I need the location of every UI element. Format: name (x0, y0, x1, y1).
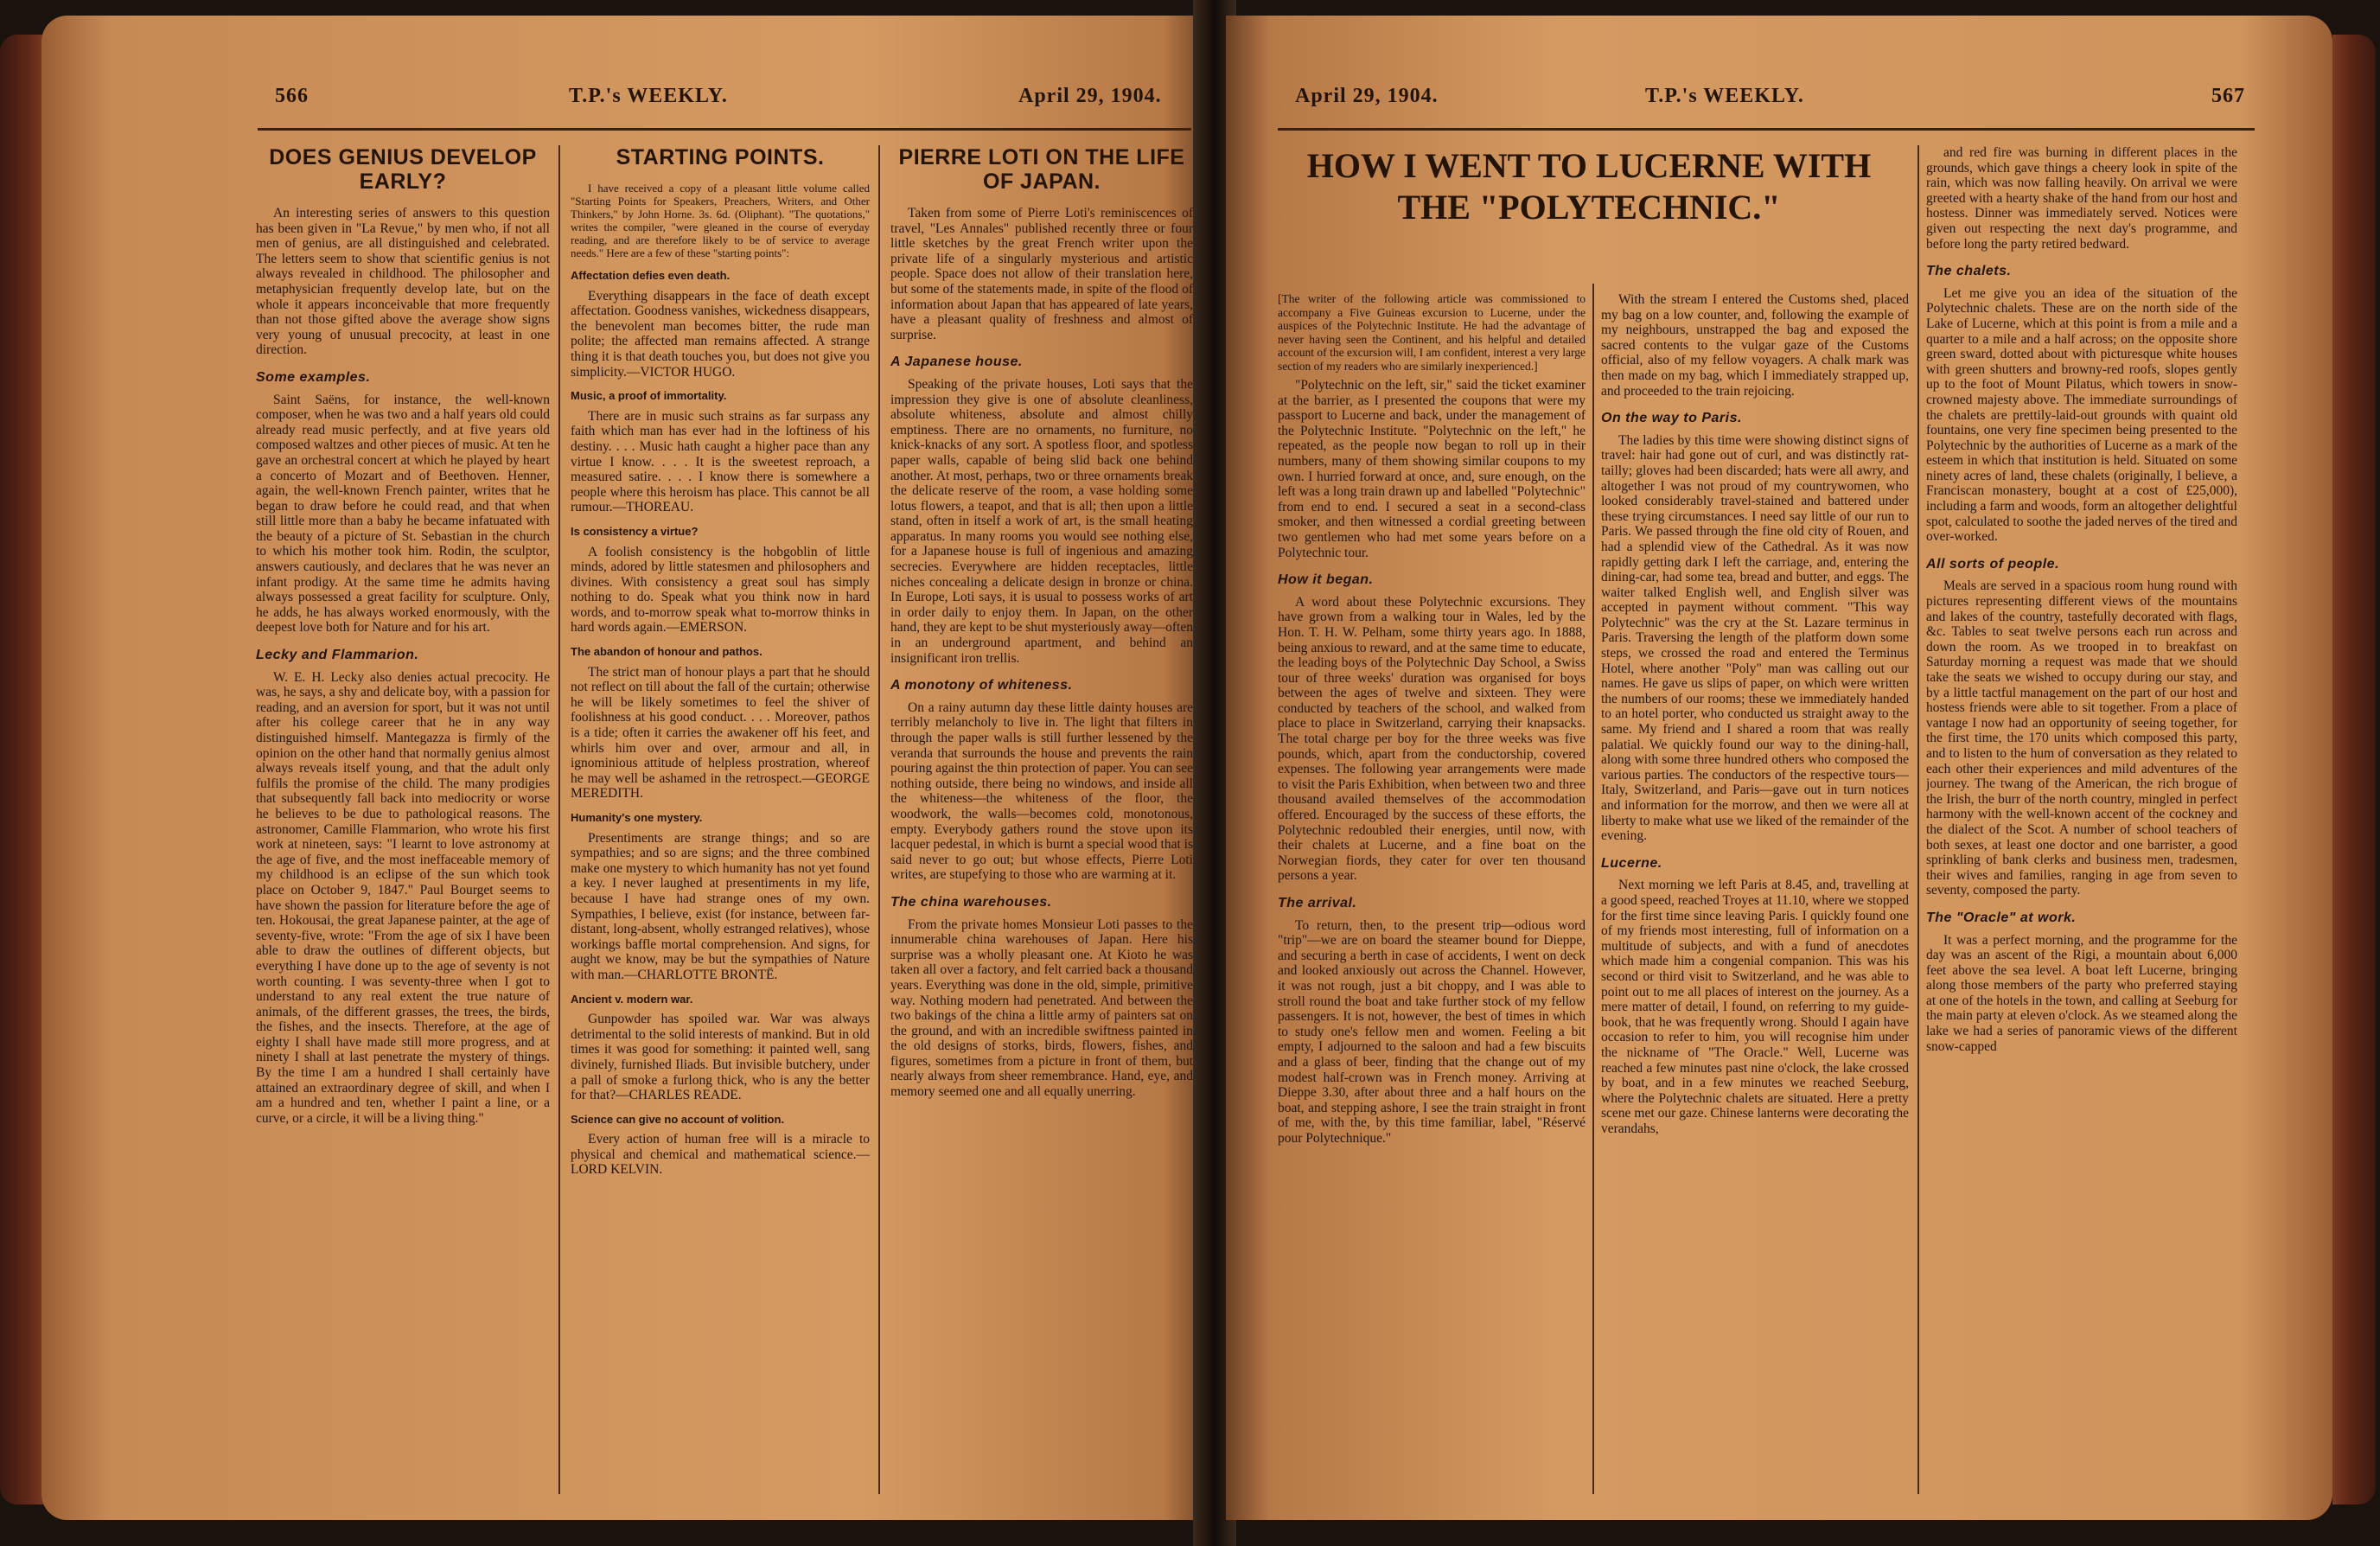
paragraph: and red fire was burning in different places in the grounds, which gave things a cheery look in spite of the rain, which was now falling heavily. On arrival we were greeted with a hearty shake of the hand from our host and hostess. Dinner was immediately served. Notices were given out respecting the next day's programme, and before long the party retired bedward. (1926, 145, 2237, 252)
paragraph: Let me give you an idea of the situation of the Polytechnic chalets. These are on the north side of the Lake of Lucerne, which at this point is from a mile and a quarter to a mile and a half across; on the opposite shore green sward, dotted about with picturesque white houses with green shutters and browny-red roofs, slopes gently up to the foot of Mount Pilatus, which towers in snow-crowned majesty above. The immediate surroundings of the chalets are prettily-laid-out grounds with quaint old fountains, one very fine specimen being presented to the Polytechnic by the authorities of Lucerne as a mark of the esteem in which that institution is held. Situated on some ninety acres of land, these chalets (originally, I believe, a Franciscan monastery, bought at a cost of £25,000), including a farm and woods, form an altogether delightful spot, calculated to soothe the jaded nerves of the tired and over-worked. (1926, 285, 2237, 545)
paragraph: With the stream I entered the Customs shed, placed my bag on a low counter, and, following the example of my neighbours, unstrapped the bag and exposed the sacred contents to the vulgar gaze of the Customs official, also of my fellow voyagers. A chalk mark was then made on my bag, which I immediately strapped up, and proceeded to the train rejoicing. (1601, 292, 1909, 399)
subheading: The arrival. (1278, 896, 1357, 910)
right-column-divider-2 (1917, 145, 1919, 1494)
paragraph: "Polytechnic on the left, sir," said the ticket examiner at the barrier, as I presented the coupons that were my passport to Lucerne and back, under the management of the Polytechnic Institute. "Polytechnic on the left," he repeated, as the people now began to roll up in their numbers, many of them showing similar coupons to my own. I hurried forward at once, and, sure enough, on the left was a long train drawn up and labelled "Polytechnic" from end to end. I secured a seat in a second-class smoker, and then witnessed a cordial greeting between two gentlemen who had met some years before on a Polytechnic tour. (1278, 378, 1586, 560)
article-title-starting-points: STARTING POINTS. (616, 145, 825, 169)
left-header-rule (258, 128, 1191, 131)
subheading: How it began. (1278, 572, 1374, 588)
paragraph: Presentiments are strange things; and so are sympathies; and so are signs; and the three combined make one mystery to which humanity has not yet found a key. I never laughed at presentiments in my life, because I have had strange ones of my own. Sympathies, I believe, exist (for instance, between far-distant, long-absent, wholly estranged relatives), whose workings baffle mortal comprehension. And signs, for aught we know, may be but the sympathies of Nature with man.—CHARLOTTE BRONTË. (571, 830, 870, 982)
subheading: Lecky and Flammarion. (256, 648, 419, 663)
right-column-divider-1 (1592, 284, 1594, 1494)
paragraph: From the private homes Monsieur Loti passes to the innumerable china warehouses of Japan. Here his surprise was a wholly pleasant one. At Kioto he was taken all over a factory, and felt carried back a thousand years. Everything was done in the old, simple, primitive way. Nothing modern had penetrated. And between the two bakings of the china a little army of painters sat on the ground, and with an incredible swiftness painted in the old designs of storks, birds, flowers, fishes, and figures, sometimes from a picture in front of them, but nearly always from sheer remembrance. Hand, eye, and memory seemed one and all equally unerring. (890, 917, 1193, 1100)
column-pierre-loti (890, 145, 1193, 1503)
paragraph: There are in music such strains as far surpass any faith which man has ever had in the loftiness of his destiny. . . . Music hath caught a higher pace than any virtue I know. . . . It is the sweetest reproach, a measured satire. . . . I know there is somewhere a people where this heroism has place. This cannot be all rumour.—THOREAU. (571, 408, 870, 515)
left-page (41, 16, 1210, 1520)
subheading: The china warehouses. (890, 894, 1052, 910)
subheading: Ancient v. modern war. (571, 992, 693, 1006)
subheading: All sorts of people. (1926, 556, 2060, 572)
column-starting-points (571, 145, 870, 1503)
paragraph: Speaking of the private houses, Loti says that the impression they give is one of absolute cleanliness, absolute whiteness, absolute and almost chilly emptiness. There are no ornaments, no furniture, no knick-knacks of any sort. A spotless floor, and spotless paper walls, capable of being slid back one behind another. At most, perhaps, two or three ornaments break the delicate reserve of the room, a vase holding some lotus flowers, a teapot, and that is all; then upon a little stand, often in itself a work of art, is the small heating apparatus. In many rooms you would see nothing else, for a Japanese house is full of ingenious and amazing secrecies. Everywhere are hidden receptacles, little niches concealing a delicate design in bronze or china. In Europe, Loti says, it is usual to possess works of art in order daily to enjoy them. In Japan, on the other hand, they are kept to be shut mysteriously away—often in an underground apartment, and behind an insignificant iron trellis. (890, 376, 1193, 666)
column-lucerne-1 (1278, 292, 1586, 1503)
subheading: Music, a proof of immortality. (571, 389, 727, 403)
paragraph: To return, then, to the present trip—odious word "trip"—we are on board the steamer bound for Dieppe, and securing a berth in case of accidents, I went on deck and looked anxiously out across the Channel. However, it was not rough, just a bit choppy, and I was able to stroll round the boat and take further stock of my fellow passengers. It is not, however, the best of times in which to study one's fellow men and women. Feeling a bit empty, I adjourned to the saloon and had a few biscuits and a glass of beer, finding that the change out of my modest half-crown was in French money. Arriving at Dieppe 3.30, after about three and a half hours on the boat, and stepping ashore, I see the train straight in front of me, with the, by this time familiar, label, "Réservé pour Polytechnique." (1278, 917, 1586, 1146)
right-page-number: 567 (2211, 85, 2245, 107)
left-column-divider-1 (558, 145, 560, 1494)
column-lucerne-2 (1601, 292, 1909, 1503)
subheading: On the way to Paris. (1601, 411, 1742, 426)
article-title-pierre-loti: PIERRE LOTI ON THE LIFE OF JAPAN. (898, 145, 1185, 194)
book-edge-right (2332, 35, 2376, 1504)
subheading: Some examples. (256, 369, 371, 385)
subheading: Science can give no account of volition. (571, 1112, 785, 1126)
subheading: A Japanese house. (890, 355, 1023, 370)
editor-note: [The writer of the following article was commissioned to accompany a Five Guineas excursion to Lucerne, under the auspices of the Polytechnic Institute. He had the advantage of never having seen the Continent, and his helpful and detailed account of the excursion will, I am confident, interest a very large section of my readers who are similarly inexperienced.] (1278, 292, 1586, 373)
column-lucerne-3 (1926, 145, 2237, 1503)
paragraph: A word about these Polytechnic excursions. They have grown from a walking tour in Wales, led by the Hon. T. H. W. Pelham, some thirty years ago. In 1888, being anxious to reward, and at the same time to educate, the leading boys of the Polytechnic Day School, a Swiss tour of three weeks' duration was organised for boys between the ages of twelve and sixteen. They were conducted by teachers of the school, and walked from place to place in Switzerland, carrying their knapsacks. The total charge per boy for the three weeks was five pounds, which, apart from the conductorship, covered expenses. The following year arrangements were made to visit the Paris Exhibition, when between two and three thousand availed themselves of the accommodation offered. Encouraged by the success of these efforts, the Polytechnic redoubled their energies, until now, with their chalets at Lucerne, and a fine boat on the Norwegian fiords, they cater for over ten thousand persons a year. (1278, 594, 1586, 884)
article-title-lucerne: HOW I WENT TO LUCERNE WITH THE "POLYTECHNIC." (1306, 146, 1872, 227)
lucerne-title-block (1269, 145, 1909, 275)
subheading: A monotony of whiteness. (890, 678, 1073, 693)
paragraph: An interesting series of answers to this question has been given in "La Revue," by men who, if not all men of genius, are all distinguished and celebrated. The letters seem to show that scientific genius is not always revealed in childhood. The philosopher and metaphysician frequently develop late, but on the whole it appears inconceivable that more frequently than not those gifted above the average show signs very young of unusual precocity, at least in one direction. (256, 206, 550, 358)
paragraph: Taken from some of Pierre Loti's reminiscences of travel, "Les Annales" published recently three or four little sketches by the great French writer upon the private life of a singularly mysterious and artistic people. Space does not allow of their translation here, but some of the statements made, in spite of the flood of information about Japan that has appeared of late years, have a pleasant quality of freshness and almost of surprise. (890, 206, 1193, 342)
paragraph: Next morning we left Paris at 8.45, and, travelling at a good speed, reached Troyes at 11.10, where we stopped for the first time since leaving Paris. I quickly found one of my friends most interesting, full of information on a multitude of subjects, and with a fund of anecdotes which made him a congenial companion. This was his second or third visit to Switzerland, and he was able to point out to me all places of interest on the journey. As a mere matter of detail, I found, on referring to my guide-book, that he was frequently wrong. Should I again have occasion to refer to him, you will recognise him under the nickname of "The Oracle." Well, Lucerne was reached a few minutes past nine o'clock, the lake crossed by boat, and in a few minutes we reached Seeburg, where the Polytechnic chalets are situated. Here a pretty scene met our gaze. Chinese lanterns were decorating the verandahs, (1601, 878, 1909, 1136)
intro-paragraph: I have received a copy of a pleasant little volume called "Starting Points for Speakers, Preachers, Writers, and Other Thinkers," by John Horne. 3s. 6d. (Oliphant). "The quotations," writes the compiler, "were gleaned in the course of everyday reading, and are therefore likely to be of service to average needs." Here are a few of these "starting points": (571, 182, 870, 259)
subheading: The abandon of honour and pathos. (571, 645, 762, 659)
subheading: The "Oracle" at work. (1926, 910, 2077, 925)
paragraph: Gunpowder has spoiled war. War was always detrimental to the solid interests of mankind. But in old times it was good for something: it painted well, sang divinely, furnished Iliads. But invisible butchery, under a pall of smoke a furlong thick, who is any the better for that?—CHARLES READE. (571, 1012, 870, 1103)
book-edge-left (0, 35, 45, 1504)
subheading: Affectation defies even death. (571, 269, 731, 282)
subheading: Is consistency a virtue? (571, 524, 699, 538)
paragraph: The ladies by this time were showing distinct signs of travel: hair had gone out of curl, and was distinctly rat-tailly; gloves had been discarded; hats were all awry, and altogether I was not proud of my countrywomen, who looked considerably travel-stained and battered under these trying circumstances. I need say little of our run to Paris. We passed through the fine old city of Rouen, and had a splendid view of the Cathedral. As it was now rapidly getting dark I left the carriage, and, entering the dining-car, had some tea, bread and butter, and eggs. The waiter talked English well, and English silver was accepted in payment without comment. "This way Polytechnic" was the cry at the St. Lazare terminus in Paris. Traversing the length of the platform down some steps, we crossed the road and entered the Terminus Hotel, where another "Poly" man was calling out our names. He gave us slips of paper, on which were written the numbers of our rooms; these we immediately handed to an hotel porter, who conducted us straight away to the same. My friend and I shared a room that was really palatial. We quickly found our way to the dining-hall, along with some three hundred others who composed the various parties. The conductors of the respective tours—Italy, Switzerland, and Paris—gave out in turn notices and information for the morrow, and then we were all at liberty to make what use we liked of the remainder of the evening. (1601, 432, 1909, 844)
paragraph: W. E. H. Lecky also denies actual precocity. He was, he says, a shy and delicate boy, with a passion for reading, and an aversion for sport, but it was not until after his college career that he in any way distinguished himself. Mantegazza is firmly of the opinion on the other hand that normally genius almost always reveals itself young, and that the adult only fulfils the promise of the child. The many prodigies that subsequently fall back into mediocrity or worse he believes to be due to pathological reasons. The astronomer, Camille Flammarion, who wrote his first work at nineteen, says: "I learnt to love astronomy at the age of five, and the most ineffaceable memory of my childhood is an eclipse of the sun which took place on October 9, 1847." Paul Bourget seems to have shown the passion for literature before the age of ten. Hokousai, the great Japanese painter, at the age of seventy-five, wrote: "From the age of six I have been able to draw the outlines of different objects, but everything I have done up to the age of seventy is not worth counting. I was seventy-three when I got to understand to any real extent the true nature of animals, of the different grasses, the trees, the birds, the fishes, and the insects. Therefore, at the age of eighty I shall have made still more progress, and at ninety I shall at last penetrate the mystery of things. By the time I am a hundred I shall certainly have attained an extraordinary degree of skill, and when I am a hundred and ten, whether I paint a line, or a curve, or a circle, it will be a living thing." (256, 669, 550, 1126)
paragraph: Every action of human free will is a miracle to physical and chemical and mathematical science.—LORD KELVIN. (571, 1132, 870, 1178)
column-genius (256, 145, 550, 1503)
paragraph: It was a perfect morning, and the programme for the day was an ascent of the Rigi, a mountain about 6,000 feet above the sea level. A boat left Lucerne, bringing along those members of the party who preferred staying at one of the hotels in the town, and calling at Seeburg for the main party at eleven o'clock. As we steamed along the lake we had a series of panoramic views of the different snow-capped (1926, 932, 2237, 1054)
left-date: April 29, 1904. (1018, 85, 1162, 107)
article-title-genius: DOES GENIUS DEVELOP EARLY? (269, 145, 537, 194)
right-header-rule (1278, 128, 2255, 131)
subheading: Humanity's one mystery. (571, 811, 703, 824)
left-page-number: 566 (275, 85, 309, 107)
paragraph: Meals are served in a spacious room hung round with pictures representing different views of the mountains and lakes of the country, tastefully decorated with flags, &c. Tables to seat twelve persons each run across and down the room. As we trooped in to breakfast on Saturday morning a request was made that we should take the seats we wished to occupy during our stay, and by a little tactful management on the part of our host and hostess friends were able to sit together. From a place of vantage I now had an opportunity of seeing together, for the first time, the 170 units which composed this party, and to listen to the hum of conversation as they related to each other their experiences and mild adventures of the journey. The twang of the American, the rich brogue of the Irish, the burr of the north country, mingled in perfect harmony with the well-known accent of the cockney and the dialect of the Scot. A number of school teachers of both sexes, at least one doctor and one barrister, a good sprinkling of bank clerks and business men, tradesmen, their wives and families, ranging in age from seven to seventy, composed the party. (1926, 578, 2237, 898)
left-column-divider-2 (878, 145, 880, 1494)
paragraph: Everything disappears in the face of death except affectation. Goodness vanishes, wickedness disappears, the benevolent man becomes bitter, the rude man polite; the affected man remains affected. A strange thing it is that death touches you, but does not give you simplicity.—VICTOR HUGO. (571, 288, 870, 380)
left-masthead: T.P.'s WEEKLY. (569, 85, 728, 107)
paragraph: Saint Saëns, for instance, the well-known composer, when he was two and a half years old could already read music perfectly, and at five years old composed waltzes and other pieces of music. At ten he gave an orchestral concert at which he played by heart a concerto of Mozart and of Beethoven. Henner, again, the well-known French painter, writes that he began to draw before he could read, and that when still little more than a baby he became infatuated with the beauty of a picture of St. Sebastian in the church to which his mother took him. Rodin, the sculptor, answers cautiously, and declares that he was never an infant prodigy. At the same time he admits having always possessed a great facility for sculpture. Only, he adds, he has always worked enormously, with the deepest love both for Nature and for his art. (256, 392, 550, 636)
paragraph: A foolish consistency is the hobgoblin of little minds, adored by little statesmen and philosophers and divines. With consistency a great soul has simply nothing to do. Speak what you think now in hard words, and to-morrow speak what to-morrow thinks in hard words again.—EMERSON. (571, 544, 870, 636)
subheading: Lucerne. (1601, 855, 1662, 871)
subheading: The chalets. (1926, 264, 2012, 279)
paragraph: On a rainy autumn day these little dainty houses are terribly melancholy to live in. The light that filters in through the paper walls is still further lessened by the veranda that surrounds the house and prevents the rain pouring against the thin protection of paper. You can see nothing outside, there being no windows, and inside all the whiteness—the whiteness of the floor, the woodwork, the walls—becomes cold, monotonous, empty. Everybody gathers round the stove upon its lacquer pedestal, in which is burnt a special wood that is said never to go out; but whose effects, Pierre Loti writes, are stupefying to those who are warming at it. (890, 700, 1193, 883)
right-masthead: T.P.'s WEEKLY. (1645, 85, 1804, 107)
right-page (1226, 16, 2332, 1520)
paragraph: The strict man of honour plays a part that he should not reflect on till about the fall of the curtain; otherwise he will be likely sometimes to feel the shiver of foolishness at his good conduct. . . . Moreover, pathos is a tide; often it carries the awakener off his feet, and whirls him over and over, armour and all, in ignominious attitude of helpless prostration, whereof he may well be ashamed in the retrospect.—GEORGE MEREDITH. (571, 664, 870, 802)
right-date: April 29, 1904. (1295, 85, 1439, 107)
